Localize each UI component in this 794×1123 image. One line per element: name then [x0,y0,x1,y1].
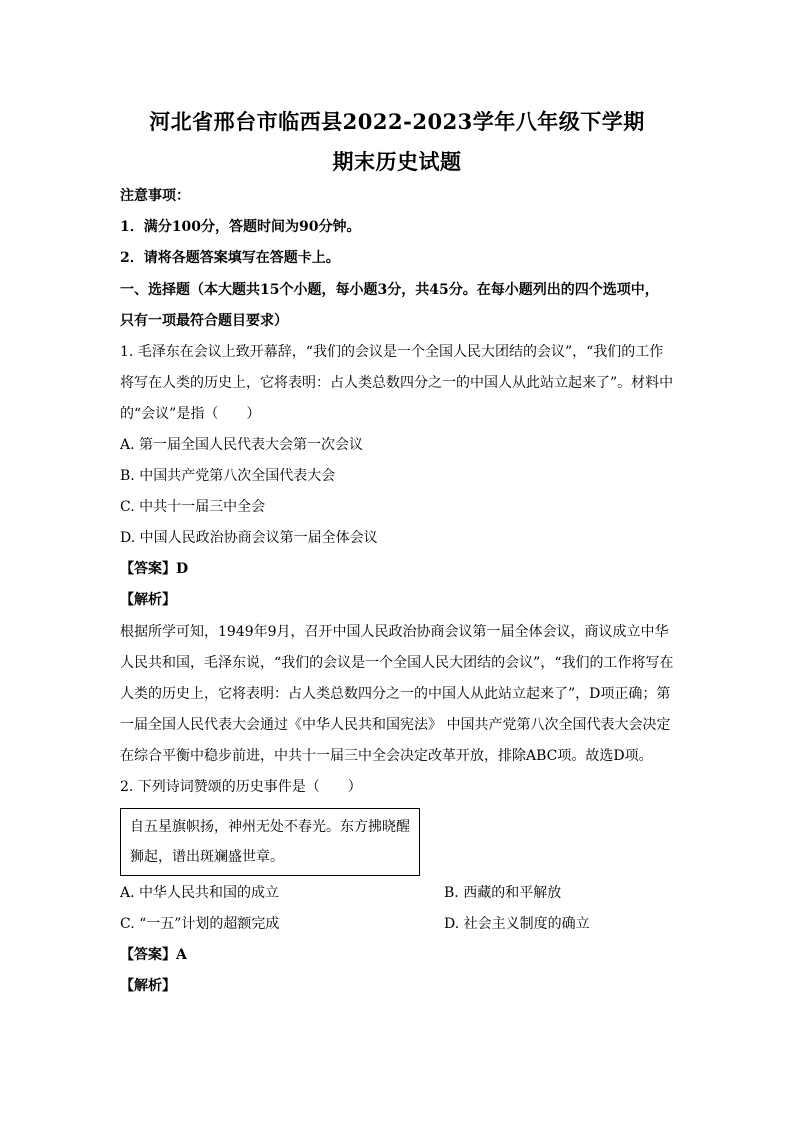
section-heading-cont: 只有一项最符合题目要求） [120,313,288,329]
question-1-analysis-label: 【解析】 [120,592,176,608]
question-2-option-d: D. 社会主义制度的确立 [444,916,590,932]
question-2-option-b: B. 西藏的和平解放 [444,885,562,901]
question-2-stem: 2. 下列诗词赞颂的历史事件是（ ） [120,779,362,795]
poem-line: 自五星旗帜扬，神州无处不春光。东方拂晓醒 [130,819,410,835]
question-1-stem: 的“会议”是指（ ） [120,406,261,422]
question-1-option-d: D. 中国人民政治协商会议第一届全体会议 [120,530,378,546]
poem-box [120,808,420,876]
question-2-answer: 【答案】A [120,947,187,963]
question-1-option-c: C. 中共十一届三中全会 [120,499,266,515]
page-subtitle: 期末历史试题 [332,149,462,174]
section-heading: 一、选择题（本大题共15个小题，每小题3分，共45分。在每小题列出的四个选项中， [120,282,659,298]
page-title: 河北省邢台市临西县2022-2023学年八年级下学期 [149,109,645,134]
question-2-analysis-label: 【解析】 [120,978,176,994]
note-item: 2．请将各题答案填写在答题卡上。 [120,250,340,266]
question-1-answer: 【答案】D [120,561,189,577]
question-1-analysis: 一届全国人民代表大会通过《中华人民共和国宪法》 中国共产党第八次全国代表大会决定 [120,717,671,733]
note-item: 1．满分100分，答题时间为90分钟。 [120,219,361,235]
notes-heading: 注意事项： [120,188,190,204]
question-1-option-b: B. 中国共产党第八次全国代表大会 [120,468,336,484]
question-1-stem: 1. 毛泽东在会议上致开幕辞，“我们的会议是一个全国人民大团结的会议”，“我们的工作 [120,344,664,360]
question-1-option-a: A. 第一届全国人民代表大会第一次会议 [120,437,364,453]
poem-line: 狮起，谱出斑斓盛世章。 [130,849,284,865]
question-1-analysis: 根据所学可知，1949年9月，召开中国人民政治协商会议第一届全体会议，商议成立中华 [120,624,669,640]
question-1-stem: 将写在人类的历史上，它将表明：占人类总数四分之一的中国人从此站立起来了”。材料中 [120,375,674,391]
question-1-analysis: 人民共和国，毛泽东说，“我们的会议是一个全国人民大团结的会议”，“我们的工作将写在 [120,655,674,671]
question-1-analysis: 人类的历史上，它将表明：占人类总数四分之一的中国人从此站立起来了”，D项正确；第 [120,686,671,702]
question-2-option-a: A. 中华人民共和国的成立 [120,885,280,901]
question-2-option-c: C. “一五”计划的超额完成 [120,916,280,932]
question-1-analysis: 在综合平衡中稳步前进，中共十一届三中全会决定改革开放，排除ABC项。故选D项。 [120,748,653,764]
